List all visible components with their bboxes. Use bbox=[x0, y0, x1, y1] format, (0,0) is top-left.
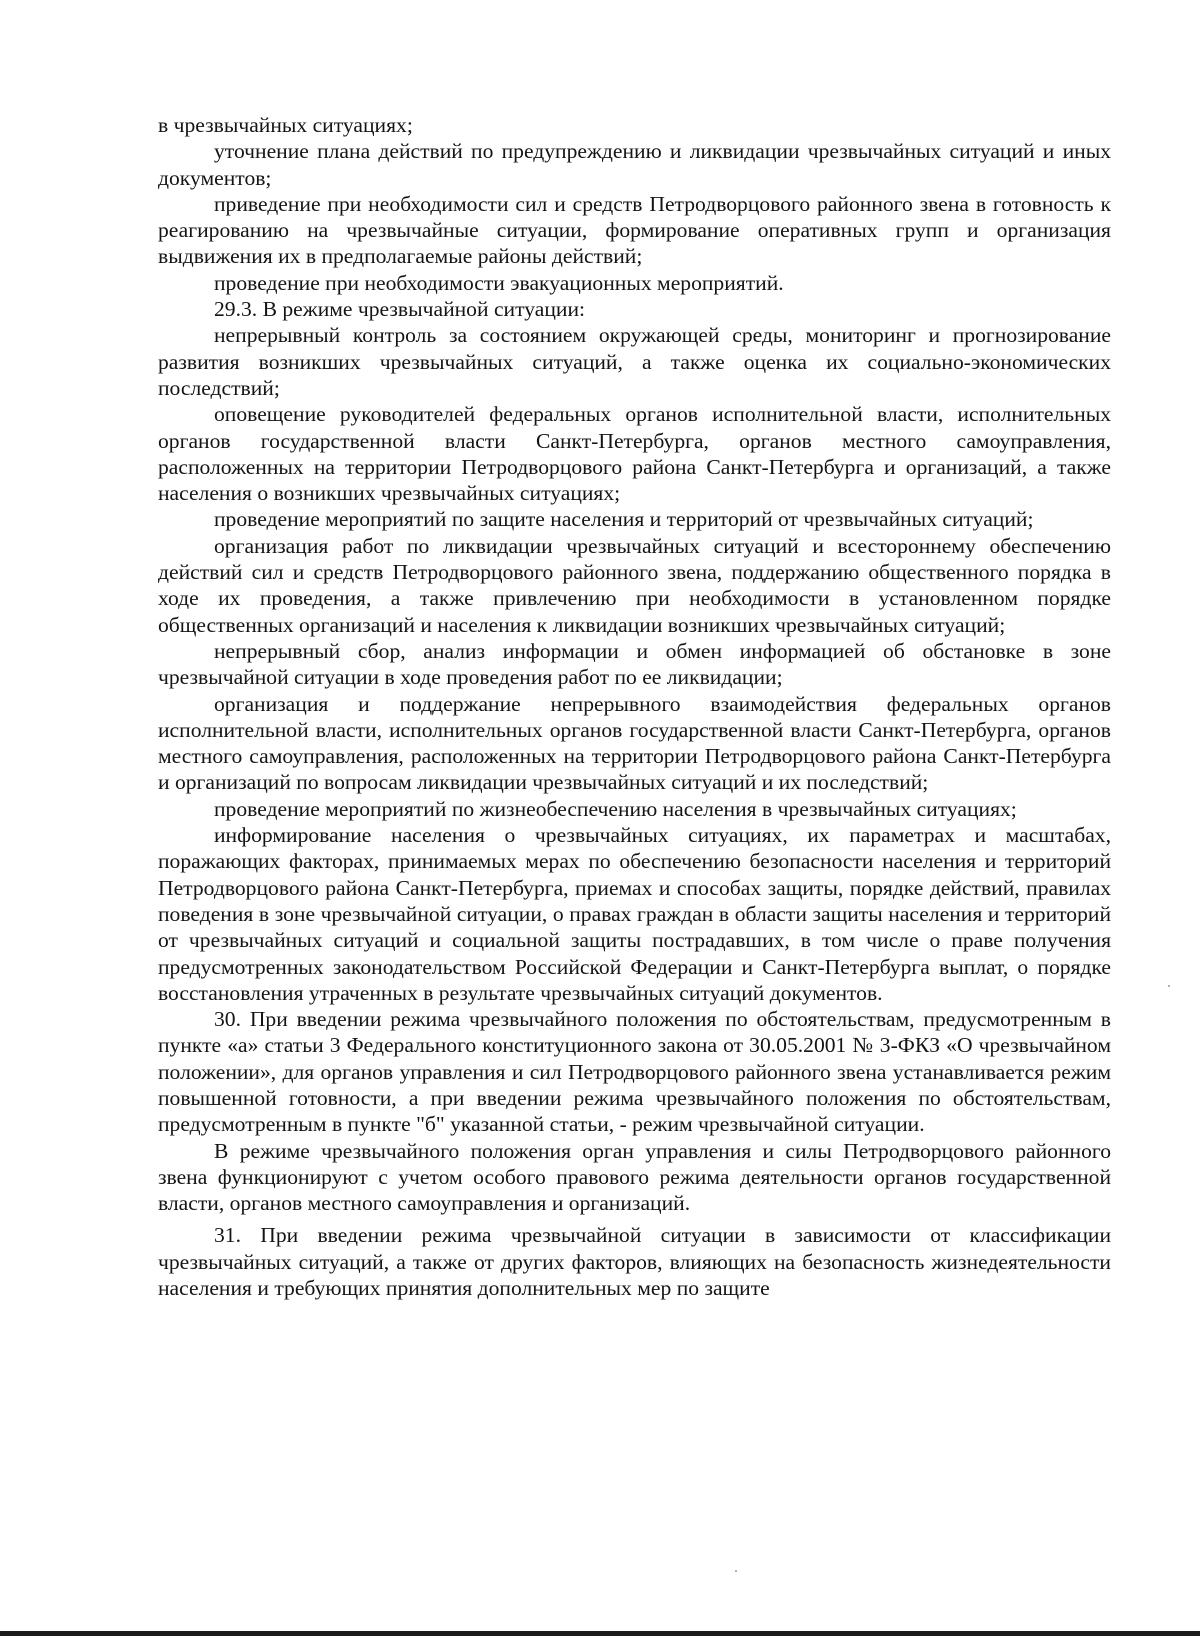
paragraph-2: уточнение плана действий по предупреждению и ликвидации чрезвычайных ситуаций и иных документов; bbox=[158, 139, 1111, 190]
paragraph-15: В режиме чрезвычайного положения орган управления и силы Петродворцового районного звена функционируют с учетом особого правового режима деятельности органов государственной власти, органов местного самоуправления и организаций. bbox=[158, 1138, 1111, 1216]
paragraph-4: проведение при необходимости эвакуационных мероприятий. bbox=[214, 270, 784, 295]
scan-bottom-edge bbox=[0, 1631, 1200, 1636]
section-heading-29-3: 29.3. В режиме чрезвычайной ситуации: bbox=[214, 297, 585, 322]
paragraph-6: непрерывный контроль за состоянием окружающей среды, мониторинг и прогнозирование развития возникших чрезвычайных ситуаций, а также оценка их социально-экономических последствий; bbox=[158, 323, 1111, 400]
document-page bbox=[158, 112, 1111, 1301]
paragraph-1: в чрезвычайных ситуациях; bbox=[158, 113, 413, 137]
paragraph-12: проведение мероприятий по жизнеобеспечению населения в чрезвычайных ситуациях; bbox=[214, 796, 1017, 821]
paragraph-3: приведение при необходимости сил и средств Петродворцового районного звена в готовность к реагированию на чрезвычайные ситуации, формирование оперативных групп и организация выдвижения их в предполагаемые районы действий; bbox=[158, 191, 1111, 269]
scan-speck bbox=[1168, 985, 1170, 987]
clause-30: 30. При введении режима чрезвычайного положения по обстоятельствам, предусмотренным в пункте «а» статьи 3 Федерального конституционного закона от 30.05.2001 № 3-ФКЗ «О чрезвычайном положении», для органов управления и сил Петродворцового районного звена устанавливается режим повышенной готовности, а при введении режима чрезвычайного положения по обстоятельствам, предусмотренным в пункте "б" указанной статьи, - режим чрезвычайной ситуации. bbox=[158, 1007, 1111, 1137]
clause-31: 31. При введении режима чрезвычайной ситуации в зависимости от классификации чрезвычайных ситуаций, а также от других факторов, влияющих на безопасность жизнедеятельности населения и требующих принятия дополнительных мер по защите bbox=[158, 1223, 1111, 1301]
paragraph-8: проведение мероприятий по защите населения и территорий от чрезвычайных ситуаций; bbox=[214, 507, 1034, 532]
paragraph-13: информирование населения о чрезвычайных ситуациях, их параметрах и масштабах, поражающих факторах, принимаемых мерах по обеспечению безопасности населения и территорий Петродворцового района Санкт-Петербурга, приемах и способах защиты, порядке действий, правилах поведения в зоне чрезвычайной ситуации, о правах граждан в области защиты населения и территорий от чрезвычайных ситуаций и социальной защиты пострадавших, в том числе о праве получения предусмотренных законодательством Российской Федерации и Санкт-Петербурга выплат, о порядке восстановления утраченных в результате чрезвычайных ситуаций документов. bbox=[158, 823, 1111, 1005]
paragraph-7: оповещение руководителей федеральных органов исполнительной власти, исполнительных органов государственной власти Санкт-Петербурга, органов местного самоуправления, расположенных на территории Петродворцового района Санкт-Петербурга и организаций, а также населения о возникших чрезвычайных ситуациях; bbox=[158, 402, 1111, 506]
paragraph-9: организация работ по ликвидации чрезвычайных ситуаций и всестороннему обеспечению действий сил и средств Петродворцового районного звена, поддержанию общественного порядка в ходе их проведения, а также привлечению при необходимости в установленном порядке общественных организаций и населения к ликвидации возникших чрезвычайных ситуаций; bbox=[158, 533, 1111, 637]
paragraph-11: организация и поддержание непрерывного взаимодействия федеральных органов исполнительной власти, исполнительных органов государственной власти Санкт-Петербурга, органов местного самоуправления, расположенных на территории Петродворцового района Санкт-Петербурга и организаций по вопросам ликвидации чрезвычайных ситуаций и их последствий; bbox=[158, 691, 1111, 795]
scan-speck bbox=[735, 1570, 737, 1572]
paragraph-10: непрерывный сбор, анализ информации и обмен информацией об обстановке в зоне чрезвычайной ситуации в ходе проведения работ по ее ликвидации; bbox=[158, 638, 1111, 690]
